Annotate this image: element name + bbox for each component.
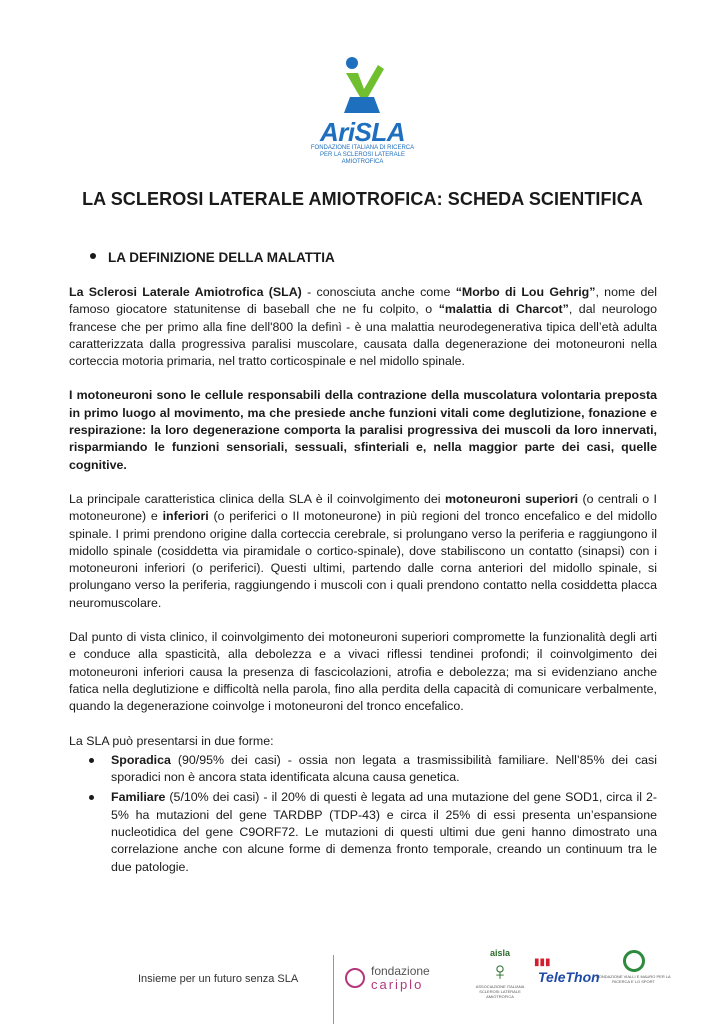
list-item: Sporadica (90/95% dei casi) - ossia non legata a trasmissibilità familiare. Nell’85% dei casi sporadici non è ancora stata identificata alcuna causa genetica. — [69, 752, 657, 787]
paragraph-clinical-view: Dal punto di vista clinico, il coinvolgimento dei motoneuroni superiori compromette la funzionalità degli arti e conduce alla spasticità, alla debolezza e a vivaci riflessi tendinei profondi; il coinvolgimento dei motoneuroni inferiori causa la presenza di fascicolazioni, atrofia e debolezza; ma si evidenziano anche fatica nella deglutizione e difficoltà nella parola, fino alla perdita della capacità di comunicare verbalmente, quando la degenerazione coinvolge i motoneuroni del tronco encefalico. — [69, 630, 657, 714]
telethon-logo-icon: ▮▮▮ — [534, 957, 551, 968]
sponsor-aisla: aisla ♀ ASSOCIAZIONE ITALIANA SCLEROSI LATERALE AMIOTROFICA — [470, 948, 530, 998]
logo-subtitle: FONDAZIONE ITALIANA DI RICERCA PER LA SCLEROSI LATERALE AMIOTROFICA — [310, 145, 415, 165]
bullet-icon — [89, 758, 94, 763]
footer-tagline: Insieme per un futuro senza SLA — [138, 973, 299, 985]
logo-wordmark: AriSLA — [319, 117, 406, 147]
paragraph-definition: La Sclerosi Laterale Amiotrofica (SLA) - conosciuta anche come “Morbo di Lou Gehrig”, nome del famoso giocatore statunitense di baseball che ne fu colpito, o “malattia di Charcot”, dal neurologo francese che per primo alla fine dell'800 la definì - è una malattia neurodegenerativa tipica dell’età adulta caratterizzata dalla progressiva paralisi muscolare, causata dalla degenerazione dei motoneuroni nella corteccia motoria primaria, nel tratto corticospinale e nel midollo spinale. — [69, 285, 658, 369]
sponsor-telethon: ▮▮▮ TeleThon — [534, 957, 600, 985]
arisla-logo-icon — [340, 55, 385, 115]
sponsor-vialli-mauro: FONDAZIONE VIALLI E MAURO PER LA RICERCA E LO SPORT — [596, 950, 671, 1000]
arisla-logo — [300, 55, 425, 165]
forms-list — [69, 752, 657, 876]
bullet-icon — [89, 795, 94, 800]
footer-divider — [333, 955, 334, 1024]
list-item: Familiare (5/10% dei casi) - il 20% di questi è legata ad una mutazione del gene SOD1, circa il 2-5% ha mutazioni del gene TARDBP (TDP-43) e circa il 25% di essi presenta un’espansione nucleotidica del gene C9ORF72. Le mutazioni di questi ultimi due geni hanno dimostrato una correlazione anche con alcune forme di demenza fronto temporale, creando un continuum tra le due patologie. — [69, 789, 657, 875]
paragraph-motoneurons: I motoneuroni sono le cellule responsabili della contrazione della muscolatura volontaria preposta in primo luogo al movimento, ma che presiede anche funzioni vitali come deglutizione, fonazione e respirazione: la loro degenerazione comporta la paralisi progressiva dei muscoli da loro innervati, risparmiando le funzioni sensoriali, sessuali, sfinteriali e, nella maggior parte dei casi, quelle cognitive. — [69, 388, 657, 472]
section-heading: LA DEFINIZIONE DELLA MALATTIA — [90, 250, 335, 265]
document-body — [69, 284, 657, 879]
aisla-logo-icon: ♀ — [490, 956, 510, 986]
bullet-icon — [90, 253, 96, 259]
page-title: LA SCLEROSI LATERALE AMIOTROFICA: SCHEDA SCIENTIFICA — [82, 189, 643, 209]
cariplo-logo-icon — [345, 968, 365, 988]
paragraph-forms-intro: La SLA può presentarsi in due forme: — [69, 733, 274, 748]
vialli-logo-icon — [623, 950, 645, 972]
paragraph-clinical-features: La principale caratteristica clinica della SLA è il coinvolgimento dei motoneuroni superiori (o centrali o I motoneurone) e inferiori (o periferici o II motoneurone) in più regioni del tronco encefalico e del midollo spinale. I primi prendono origine dalla corteccia cerebrale, si prolungano verso la periferia e raggiungono il midollo spinale (cosiddetta via piramidale o cortico-spinale), dove stabiliscono un contatto (sinapsi) con i motoneuroni inferiori (o periferici). Questi ultimi, partendo dalle corna anteriori del midollo spinale, si prolungano verso la periferia, raggiungendo i muscoli con i quali prendono contatto nella cosiddetta placca neuromuscolare. — [69, 491, 658, 610]
sponsor-cariplo: fondazione cariplo — [345, 964, 445, 994]
